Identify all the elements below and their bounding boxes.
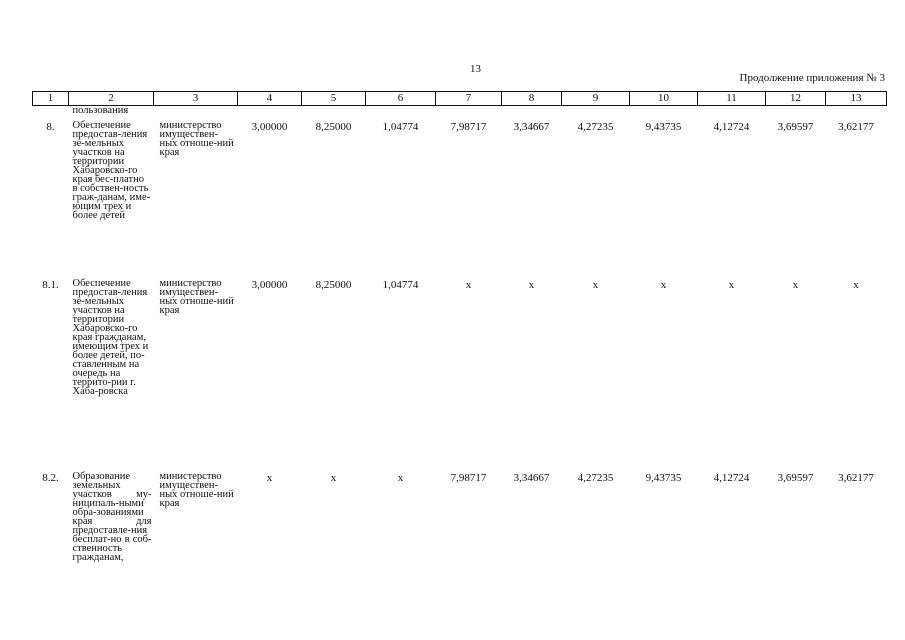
column-header: 11 xyxy=(698,92,766,106)
data-table xyxy=(32,91,887,612)
row-value: х xyxy=(592,279,599,291)
column-header: 13 xyxy=(826,92,887,106)
column-header: 3 xyxy=(154,92,238,106)
row-name: Обеспечение предостав-ления зе-мельных участков на территории Хабаровско-го края гражданам, имеющим трех и более детей, по-ставленным на очередь на террито-рии г. Хаба-ровска xyxy=(72,278,149,397)
row-index: 8.1. xyxy=(42,279,59,291)
column-header: 9 xyxy=(562,92,630,106)
row-value: х xyxy=(528,279,535,291)
row-agency: министерство имуществен-ных отноше-ний края xyxy=(159,120,234,158)
row-value: 4,12724 xyxy=(713,472,750,484)
table-row xyxy=(33,467,887,612)
column-header: 5 xyxy=(302,92,366,106)
row-value: х xyxy=(660,279,667,291)
row-index: 8.2. xyxy=(42,472,59,484)
row-name: Образование земельных участков му-ниципаль-ными обра-зованиями края для предоставле-ния бесплат-но в соб-ственность гражданам, xyxy=(72,471,152,563)
table-row xyxy=(33,116,887,274)
row-agency: министерство имуществен-ных отноше-ний края xyxy=(159,471,234,509)
row-value: 3,69597 xyxy=(777,121,814,133)
row-value: х xyxy=(397,472,404,484)
row-value: 3,62177 xyxy=(838,472,874,484)
row-value: 3,34667 xyxy=(513,472,550,484)
row-value: 3,62177 xyxy=(838,121,874,133)
row-value: 3,69597 xyxy=(777,472,814,484)
row-value: х xyxy=(465,279,472,291)
table-row xyxy=(33,274,887,467)
column-header: 1 xyxy=(33,92,69,106)
row-value: 1,04774 xyxy=(382,279,419,291)
row-index: 8. xyxy=(46,121,55,133)
continuation-label: Продолжение приложения № 3 xyxy=(739,72,885,84)
row-value: 8,25000 xyxy=(315,279,352,291)
continued-text: пользования xyxy=(72,105,129,116)
column-header: 7 xyxy=(436,92,502,106)
row-name: Обеспечение предостав-ления зе-мельных участков на территории Хабаровско-го края бес-платно в собствен-ность граж-данам, име-ющим трех и более детей xyxy=(72,120,151,221)
row-value: 9,43735 xyxy=(645,121,682,133)
table-header-row xyxy=(33,92,887,106)
row-agency: министерство имуществен-ных отноше-ний края xyxy=(159,278,234,316)
row-value: 9,43735 xyxy=(645,472,682,484)
row-value: 3,00000 xyxy=(251,279,288,291)
row-value: х xyxy=(330,472,337,484)
page-number: 13 xyxy=(470,63,481,75)
column-header: 6 xyxy=(366,92,436,106)
row-value: 3,00000 xyxy=(251,121,288,133)
column-header: 10 xyxy=(630,92,698,106)
column-header: 2 xyxy=(69,92,154,106)
row-value: 1,04774 xyxy=(382,121,419,133)
row-value: 8,25000 xyxy=(315,121,352,133)
row-value: 7,98717 xyxy=(450,121,487,133)
row-value: 3,34667 xyxy=(513,121,550,133)
column-header: 4 xyxy=(238,92,302,106)
row-value: 7,98717 xyxy=(450,472,487,484)
row-value: х xyxy=(728,279,735,291)
row-value: х xyxy=(266,472,273,484)
row-value: х xyxy=(792,279,799,291)
row-value: 4,27235 xyxy=(577,472,614,484)
row-value: 4,12724 xyxy=(713,121,750,133)
column-header: 12 xyxy=(766,92,826,106)
column-header: 8 xyxy=(502,92,562,106)
continued-row xyxy=(33,106,887,117)
row-value: х xyxy=(853,279,859,291)
row-value: 4,27235 xyxy=(577,121,614,133)
